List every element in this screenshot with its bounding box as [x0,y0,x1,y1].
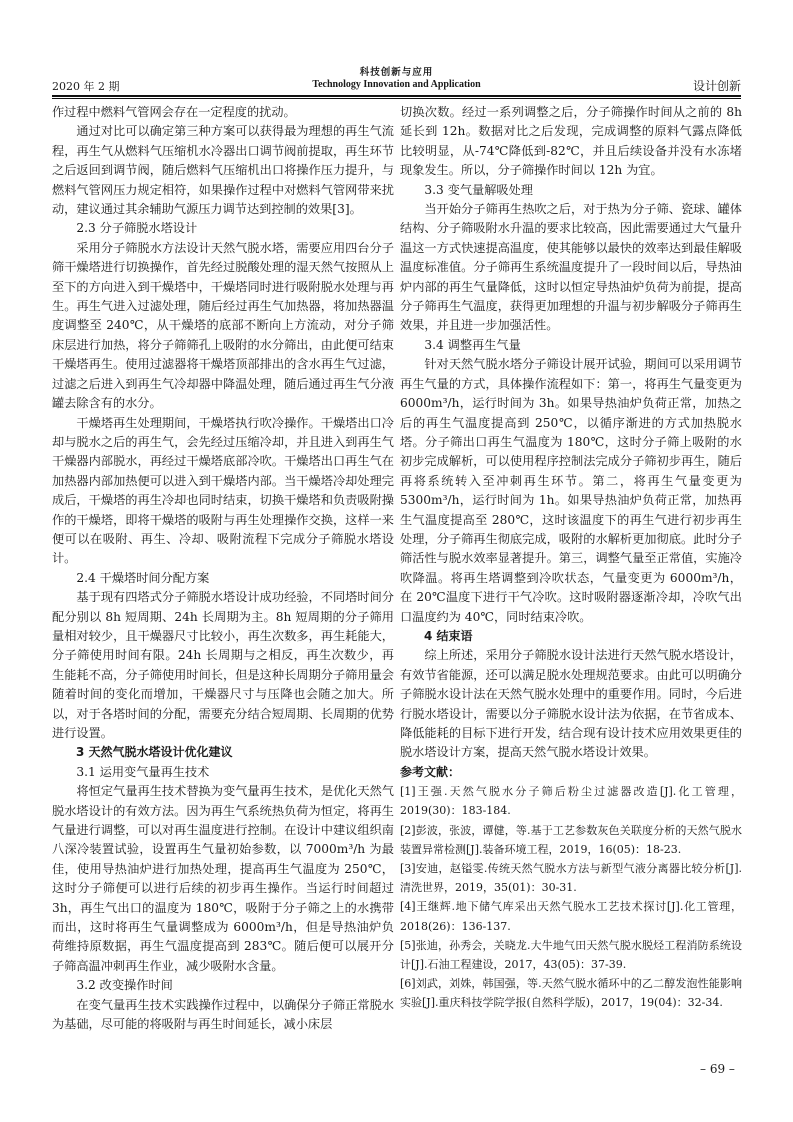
issue-label: 2020 年 2 期 [52,80,120,93]
paragraph: 采用分子筛脱水方法设计天然气脱水塔，需要应用四台分子筛干燥塔进行切换操作，首先经过脱酸处理的湿天然气按照从上至下的方向进入到干燥塔中，干燥塔同时进行吸附脱水处理与再生。再生气进入过滤处理，随后经过再生气加热器，将加热器温度调整至 240℃，从干燥塔的底部不断向上方流动，对分子筛床层进行加热，将分子筛筛孔上吸附的水分筛出，由此便可结束干燥塔再生。使用过滤器将干燥塔顶部排出的含水再生气过滤，过滤之后进入到再生气冷却器中降温处理，随后通过再生气分液罐去除含有的水分。 [52,240,394,411]
reference-item: [1]王强.天然气脱水分子筛后粉尘过滤器改造[J].化工管理，2019(30)：183-184. [400,785,742,818]
section-heading-2-4: 2.4 干燥塔时间分配方案 [76,570,210,585]
references-title: 参考文献： [400,764,461,779]
header-rule-thick [52,95,741,97]
reference-item: [5]张迪，孙秀会，关晓龙.大牛地气田天然气脱水脱烃工程消防系统设计[J].石油工程建设，2017，43(05)：37-39. [400,938,742,972]
paragraph: 通过对比可以确定第三种方案可以获得最为理想的再生气流程，再生气从燃料气压缩机水冷器出口调节阀前提取，再生环节之后返回到调节阀，随后燃料气压缩机出口将操作压力提升，与燃料气管网压力规定相符，如果操作过程中对燃料气管网带来扰动，建议通过其余辅助气源压力调节达到控制的效果[3]。 [52,124,394,217]
paragraph: 当开始分子筛再生热吹之后，对于热为分子筛、瓷球、罐体结构、分子筛吸附水升温的要求比较高，因此需要通过大气量升温这一方式快速提高温度，使其能够以最快的效率达到最佳解吸温度标准值。分子筛再生系统温度提升了一段时间以后，导热油炉内部的再生气量降低，这时以恒定导热油炉负荷为前提，提高分子筛再生气温度，获得更加理想的升温与初步解吸分子筛再生效果，并且进一步加强活性。 [400,202,742,333]
reference-item: [2]彭波，张波，谭健，等.基于工艺参数灰色关联度分析的天然气脱水装置异常检测[J].装备环境工程，2019，16(05)：18-23. [400,823,742,856]
journal-title-cn: 科技创新与应用 [359,67,434,78]
paragraph: 作过程中燃料气管网会存在一定程度的扰动。 [52,105,296,119]
paragraph: 在变气量再生技术实践操作过程中，以确保分子筛正常脱水为基础，尽可能的将吸附与再生时间延长，减小床层 [52,997,394,1032]
paragraph: 综上所述，采用分子筛脱水设计法进行天然气脱水塔设计，有效节省能源，还可以满足脱水处理规范要求。由此可以明确分子筛脱水设计法在天然气脱水处理中的重要作用。同时，今后进行脱水塔设计，需要以分子筛脱水设计法为依据，在节省成本、降低能耗的目标下进行开发，结合现有设计技术应用效果更佳的脱水塔设计方案，提高天然气脱水塔设计效果。 [400,648,742,760]
section-heading-3-3: 3.3 变气量解吸处理 [424,182,533,197]
header-rule-thin [52,98,741,99]
section-heading-3-1: 3.1 运用变气量再生技术 [76,764,210,779]
section-heading-2-3: 2.3 分子筛脱水塔设计 [76,221,198,236]
section-heading-3-4: 3.4 调整再生气量 [424,337,521,352]
page-header [52,64,741,94]
section-label: 设计创新 [692,79,741,93]
paragraph: 干燥塔再生处理期间，干燥塔执行吹冷操作。干燥塔出口冷却与脱水之后的再生气，会先经过压缩冷却，并且进入到再生气干燥器内部脱水，再经过干燥塔底部冷吹。干燥塔出口再生气在加热器内部加热便可以进入到干燥塔内部。当干燥塔冷却处理完成后，干燥塔的再生冷却也同时结束，切换干燥塔和负责吸附操作的干燥塔，即将干燥塔的吸附与再生处理操作交换，这样一来便可以在吸附、再生、冷却、吸附流程下完成分子筛脱水塔设计。 [52,415,394,566]
reference-item: [6]刘武，刘姝，韩国强，等.天然气脱水循环中的乙二醇发泡性能影响实验[J].重庆科技学院学报(自然科学版)，2017，19(04)：32-34. [400,977,742,1010]
section-heading-4: 4 结束语 [424,628,473,643]
reference-item: [3]安迪，赵镒雯.传统天然气脱水方法与新型气液分离器比较分析[J].清洗世界，2019，35(01)：30-31. [400,862,742,895]
paragraph: 针对天然气脱水塔分子筛设计展开试验，期间可以采用调节再生气量的方式，具体操作流程如下：第一，将再生气量变更为 6000m³/h，运行时间为 3h。如果导热油炉负荷正常，加热之后的再生气温度提高到 250℃，以循序渐进的方式加热脱水塔。分子筛出口再生气温度为 180℃，这时分子筛上吸附的水初步完成解析，可以使用程序控制法完成分子筛初步再生，随后再将系统转入至冲刺再生环节。第二，将再生气量变更为 5300m³/h，运行时间为 1h。如果导热油炉负荷正常，加热再生气温度提高至 280℃，这时该温度下的再生气进行初步再生处理，分子筛再生彻底完成，吸附的水解析更加彻底。此时分子筛活性与脱水效率显著提升。第三，调整气量至正常值，实施冷吹降温。将再生塔调整到冷吹状态，气量变更为 6000m³/h，在 20℃温度下进行干气冷吹。这时吸附器逐渐冷却，冷吹气出口温度约为 40℃，同时结束冷吹。 [400,357,742,624]
paragraph: 切换次数。经过一系列调整之后，分子筛操作时间从之前的 8h 延长到 12h。数据对比之后发现，完成调整的原料气露点降低比较明显，从-74℃降低到-82℃，并且后续设备并没有水冻堵现象发生。所以，分子筛操作时间以 12h 为宜。 [400,105,742,178]
section-heading-3-2: 3.2 改变操作时间 [76,978,173,993]
paragraph: 将恒定气量再生技术替换为变气量再生技术，是优化天然气脱水塔设计的有效方法。因为再生气系统热负荷为恒定，将再生气量进行调整，可以对再生温度进行控制。在设计中建议组织南八深冷装置试验，设置再生气量初始参数，以 7000m³/h 为最佳，使用导热油炉进行加热处理，提高再生气温度为 250℃，这时分子筛便可以进行后续的初步再生操作。当运行时间超过 3h，再生气出口的温度为 180℃，吸附于分子筛之上的水携带而出，这时将再生气量调整成为 6000m³/h，但是导热油炉负荷维持原数据，再生气温度提高到 283℃。随后便可以展开分子筛高温冲刺再生作业，减少吸附水含量。 [52,784,394,973]
right-column [400,103,742,1013]
paragraph: 基于现有四塔式分子筛脱水塔设计成功经验，不同塔时间分配分别以 8h 短周期、24h 长周期为主。8h 短周期的分子筛用量相对较少，且干燥器尺寸比较小，再生次数多，再生耗能大，分子筛使用时间有限。24h 长周期与之相反，再生次数少，再生能耗不高，分子筛使用时间长，但是这种长周期分子筛用量会随着时间的变化而增加，干燥器尺寸与压降也会随之加大。所以，对于各塔时间的分配，需要充分结合短周期、长周期的优势进行设置。 [52,590,394,740]
left-column [52,103,394,1035]
journal-title-en: Technology Innovation and Application [312,79,481,90]
section-heading-3: 3 天然气脱水塔设计优化建议 [76,745,233,760]
reference-item: [4]王继辉.地下储气库采出天然气脱水工艺技术探讨[J].化工管理，2018(26)：136-137. [400,900,742,933]
page-number: – 69 – [700,1062,735,1076]
